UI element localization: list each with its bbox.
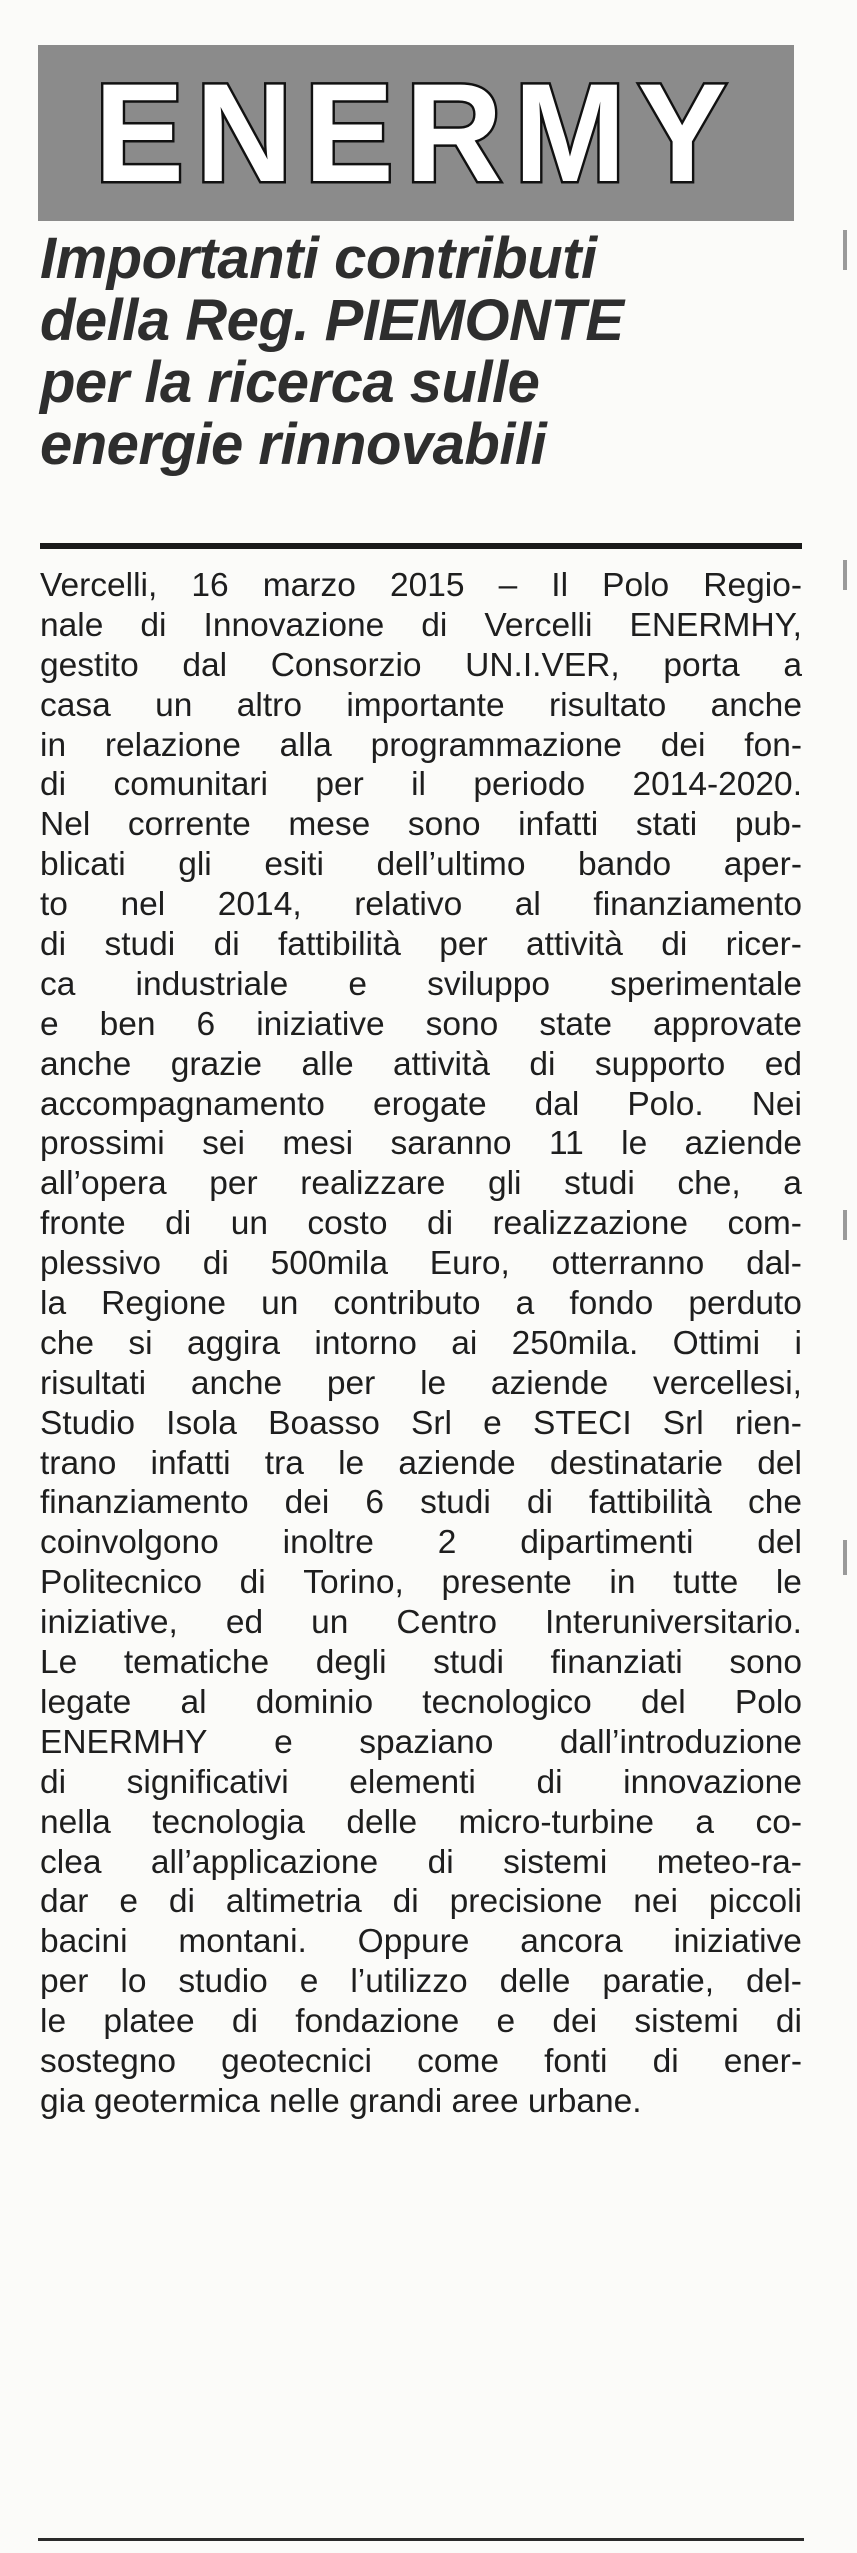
body-word: e bbox=[299, 1963, 319, 2001]
body-word: ancora bbox=[520, 1923, 623, 1961]
body-word: Polo bbox=[734, 1683, 802, 1721]
body-word: dipartimenti bbox=[520, 1524, 694, 1562]
body-word: Centro bbox=[396, 1604, 497, 1642]
body-line bbox=[40, 1922, 802, 1962]
body-line bbox=[40, 1683, 802, 1723]
body-word: coinvolgono bbox=[40, 1524, 219, 1562]
body-word: anche bbox=[710, 686, 802, 724]
body-word: Innovazione bbox=[203, 606, 385, 644]
body-word: 2014, bbox=[217, 886, 302, 924]
body-line bbox=[40, 965, 802, 1005]
body-word: tematiche bbox=[123, 1644, 270, 1682]
body-word: fronte bbox=[40, 1205, 126, 1243]
body-word: Interuniversitario. bbox=[545, 1604, 802, 1642]
body-word: anche bbox=[40, 1045, 132, 1083]
body-word: erogate bbox=[372, 1085, 487, 1123]
body-word: Ottimi bbox=[672, 1324, 761, 1362]
body-word: sostegno bbox=[40, 2042, 176, 2080]
body-word: rien- bbox=[734, 1404, 802, 1442]
body-word: fon- bbox=[744, 726, 802, 764]
body-word: Politecnico bbox=[40, 1564, 203, 1602]
body-word: Regio- bbox=[703, 567, 802, 604]
body-word: sviluppo bbox=[427, 965, 551, 1003]
body-word: del bbox=[640, 1683, 686, 1721]
body-word: Boasso bbox=[268, 1404, 380, 1442]
body-word: anche bbox=[190, 1364, 283, 1402]
body-word: co- bbox=[755, 1803, 802, 1841]
body-word: Studio bbox=[40, 1404, 135, 1442]
body-word: di bbox=[168, 1883, 195, 1921]
body-word: per bbox=[439, 926, 488, 964]
body-word: com- bbox=[727, 1205, 802, 1243]
body-line bbox=[40, 1843, 802, 1883]
body-word: dal- bbox=[746, 1245, 802, 1283]
body-word: ben bbox=[99, 1005, 156, 1043]
body-word: fattibilità bbox=[278, 926, 401, 964]
body-word: Torino, bbox=[303, 1564, 404, 1602]
body-word: l’utilizzo bbox=[350, 1963, 468, 2001]
body-word: aziende bbox=[490, 1364, 609, 1402]
body-word: plessivo bbox=[40, 1245, 162, 1283]
body-word: 2014-2020. bbox=[632, 766, 802, 804]
body-word: di bbox=[661, 926, 688, 964]
body-word: mesi bbox=[282, 1125, 354, 1163]
body-word: casa bbox=[40, 686, 111, 724]
body-word: di bbox=[526, 1484, 553, 1522]
headline-line: per la ricerca sulle bbox=[40, 350, 540, 415]
body-line bbox=[40, 1882, 802, 1922]
body-word: Vercelli, bbox=[40, 567, 158, 604]
body-word: supporto bbox=[594, 1045, 726, 1083]
body-word: di bbox=[40, 766, 67, 804]
body-word: Srl bbox=[411, 1404, 452, 1442]
body-word: un bbox=[230, 1205, 268, 1243]
body-word: e bbox=[348, 965, 367, 1003]
body-line bbox=[40, 566, 802, 606]
body-word: dei bbox=[660, 726, 706, 764]
body-word: fonti bbox=[544, 2042, 608, 2080]
body-word: marzo bbox=[262, 567, 356, 604]
body-word: sono bbox=[425, 1005, 499, 1043]
body-word: Vercelli bbox=[484, 606, 593, 644]
body-word: dar bbox=[40, 1883, 89, 1921]
body-word: contributo bbox=[333, 1285, 481, 1323]
body-word: un bbox=[261, 1285, 299, 1323]
body-line bbox=[40, 1603, 802, 1643]
body-word: presente bbox=[441, 1564, 572, 1602]
body-word: to bbox=[40, 886, 68, 924]
article-headline bbox=[40, 228, 810, 476]
body-word: fattibilità bbox=[589, 1484, 712, 1522]
body-word: STECI bbox=[532, 1404, 632, 1442]
body-word: relativo bbox=[354, 886, 463, 924]
body-word: vercellesi, bbox=[653, 1364, 802, 1402]
body-word: blicati bbox=[40, 846, 126, 884]
body-word: – bbox=[498, 567, 518, 604]
body-word: 250mila. bbox=[511, 1324, 639, 1362]
body-word: di bbox=[426, 1205, 454, 1243]
body-line bbox=[40, 1723, 802, 1763]
body-word: per bbox=[40, 1963, 89, 2001]
body-word: Consorzio bbox=[270, 646, 422, 684]
masthead-banner bbox=[38, 45, 794, 221]
body-word: e bbox=[496, 2003, 516, 2041]
body-word: studi bbox=[104, 926, 176, 964]
body-word: di bbox=[40, 926, 67, 964]
body-word: di bbox=[529, 1045, 556, 1083]
body-word: studi bbox=[564, 1165, 635, 1203]
body-word: Polo. bbox=[627, 1085, 704, 1123]
body-word: iniziative bbox=[256, 1005, 385, 1043]
body-line bbox=[40, 765, 802, 805]
body-word: iniziative bbox=[673, 1923, 802, 1961]
page-edge-mark bbox=[843, 560, 847, 590]
body-word: Il bbox=[551, 567, 569, 604]
body-word: finanziamento bbox=[40, 1484, 249, 1522]
body-word: Nel bbox=[40, 806, 91, 844]
body-word: studio bbox=[178, 1963, 268, 2001]
body-word: gli bbox=[487, 1165, 522, 1203]
body-word: ener- bbox=[723, 2042, 802, 2080]
body-word: prossimi bbox=[40, 1125, 165, 1163]
body-word: state bbox=[539, 1005, 612, 1043]
body-line bbox=[40, 885, 802, 925]
body-word: delle bbox=[499, 1963, 571, 2001]
body-line bbox=[40, 1005, 802, 1045]
body-word: degli bbox=[315, 1644, 387, 1682]
body-word: dei bbox=[552, 2003, 598, 2041]
body-word: piccoli bbox=[708, 1883, 802, 1921]
body-word: per bbox=[315, 766, 364, 804]
body-word: 6 bbox=[196, 1005, 216, 1043]
body-word: all’opera bbox=[40, 1165, 167, 1203]
body-word: di bbox=[213, 926, 240, 964]
body-line bbox=[40, 1962, 802, 2002]
body-word: finanziamento bbox=[593, 886, 802, 924]
body-word: esiti bbox=[264, 846, 324, 884]
body-word: aziende bbox=[684, 1125, 802, 1163]
body-word: corrente bbox=[127, 806, 251, 844]
body-word: nel bbox=[120, 886, 166, 924]
body-word: innovazione bbox=[623, 1763, 802, 1801]
body-word: in bbox=[609, 1564, 636, 1602]
body-word: gli bbox=[178, 846, 212, 884]
body-word: per bbox=[209, 1165, 258, 1203]
body-word: relazione bbox=[104, 726, 241, 764]
body-line bbox=[40, 1523, 802, 1563]
body-word: che bbox=[747, 1484, 802, 1522]
body-word: di bbox=[239, 1564, 266, 1602]
body-line: gia geotermica nelle grandi aree urbane. bbox=[40, 2082, 642, 2120]
body-word: paratie, bbox=[602, 1963, 715, 2001]
body-word: in bbox=[40, 726, 67, 764]
body-word: fondo bbox=[569, 1285, 654, 1323]
body-line bbox=[40, 1483, 802, 1523]
body-word: costo bbox=[307, 1205, 388, 1243]
body-word: del- bbox=[746, 1963, 802, 2001]
body-word: importante bbox=[346, 686, 505, 724]
body-word: grazie bbox=[170, 1045, 262, 1083]
body-word: trano bbox=[40, 1444, 117, 1482]
body-word: mese bbox=[288, 806, 371, 844]
body-word: a bbox=[695, 1803, 715, 1841]
body-word: altimetria bbox=[225, 1883, 362, 1921]
body-word: dominio bbox=[255, 1683, 374, 1721]
body-word: tecnologia bbox=[152, 1803, 305, 1841]
body-word: aziende bbox=[398, 1444, 516, 1482]
body-word: le bbox=[40, 2003, 67, 2041]
body-line bbox=[40, 726, 802, 766]
body-word: 16 bbox=[191, 567, 229, 604]
article-body bbox=[40, 566, 802, 2122]
body-word: la bbox=[40, 1285, 67, 1323]
body-word: inoltre bbox=[282, 1524, 374, 1562]
body-word: sei bbox=[202, 1125, 245, 1163]
body-line bbox=[40, 1643, 802, 1683]
body-word: le bbox=[420, 1364, 447, 1402]
body-word: bando bbox=[578, 846, 672, 884]
body-word: che bbox=[40, 1324, 95, 1362]
body-word: nale bbox=[40, 606, 104, 644]
body-word: gestito bbox=[40, 646, 139, 684]
body-line bbox=[40, 1045, 802, 1085]
body-word: studi bbox=[433, 1644, 504, 1682]
body-word: nei bbox=[633, 1883, 678, 1921]
body-word: un bbox=[311, 1604, 349, 1642]
body-word: le bbox=[775, 1564, 802, 1602]
body-word: ca bbox=[40, 965, 76, 1003]
body-word: di bbox=[40, 1763, 67, 1801]
body-word: legate bbox=[40, 1683, 132, 1721]
body-word: tutte bbox=[673, 1564, 739, 1602]
body-word: i bbox=[794, 1324, 802, 1362]
body-line bbox=[40, 1324, 802, 1364]
body-word: Regione bbox=[101, 1285, 226, 1323]
body-word: otterranno bbox=[551, 1245, 705, 1283]
body-word: stati bbox=[635, 806, 698, 844]
body-word: sono bbox=[729, 1644, 802, 1682]
body-word: ai bbox=[451, 1324, 478, 1362]
body-word: 6 bbox=[365, 1484, 385, 1522]
headline-line: della Reg. PIEMONTE bbox=[40, 288, 624, 353]
body-word: infatti bbox=[518, 806, 599, 844]
body-word: accompagnamento bbox=[40, 1085, 325, 1123]
body-word: studi bbox=[420, 1484, 491, 1522]
body-word: lo bbox=[120, 1963, 147, 2001]
body-word: approvate bbox=[652, 1005, 802, 1043]
body-word: 2015 bbox=[389, 567, 465, 604]
body-word: Nei bbox=[751, 1085, 802, 1123]
body-word: periodo bbox=[473, 766, 586, 804]
body-line bbox=[40, 1364, 802, 1404]
body-word: micro-turbine bbox=[458, 1803, 654, 1841]
body-word: Oppure bbox=[357, 1923, 470, 1961]
body-word: attività bbox=[526, 926, 623, 964]
headline-divider bbox=[40, 543, 802, 549]
body-word: delle bbox=[346, 1803, 418, 1841]
body-word: ENERMHY bbox=[40, 1723, 208, 1761]
body-word: meteo-ra- bbox=[656, 1843, 802, 1881]
body-word: di bbox=[392, 1883, 419, 1921]
body-word: le bbox=[621, 1125, 648, 1163]
headline-line: Importanti contributi bbox=[40, 226, 597, 291]
body-word: e bbox=[274, 1723, 293, 1761]
body-word: dal bbox=[534, 1085, 580, 1123]
body-word: dell’ultimo bbox=[376, 846, 526, 884]
body-word: elementi bbox=[349, 1763, 476, 1801]
body-word: iniziative, bbox=[40, 1604, 178, 1642]
body-word: Le bbox=[40, 1644, 78, 1682]
body-word: Polo bbox=[602, 567, 670, 604]
body-word: Srl bbox=[662, 1404, 704, 1442]
body-word: altro bbox=[236, 686, 302, 724]
body-word: sistemi bbox=[503, 1843, 608, 1881]
body-word: porta bbox=[663, 646, 740, 684]
body-word: aggira bbox=[186, 1324, 281, 1362]
body-word: Euro, bbox=[429, 1245, 510, 1283]
body-word: saranno bbox=[390, 1125, 512, 1163]
body-word: e bbox=[483, 1404, 502, 1442]
body-word: geotecnici bbox=[221, 2042, 372, 2080]
body-word: realizzazione bbox=[492, 1205, 689, 1243]
body-word: di bbox=[427, 1843, 454, 1881]
body-word: di bbox=[231, 2003, 258, 2041]
body-line bbox=[40, 805, 802, 845]
body-word: di bbox=[202, 1245, 229, 1283]
body-word: tecnologico bbox=[422, 1683, 592, 1721]
body-word: attività bbox=[393, 1045, 490, 1083]
body-word: di bbox=[140, 606, 167, 644]
body-word: di bbox=[421, 606, 448, 644]
page-edge-mark bbox=[843, 1540, 847, 1575]
body-line bbox=[40, 1244, 802, 1284]
masthead-title: ENERMY bbox=[93, 54, 739, 211]
body-word: nella bbox=[40, 1803, 111, 1841]
body-word: infatti bbox=[150, 1444, 231, 1482]
body-word: realizzare bbox=[300, 1165, 446, 1203]
body-word: precisione bbox=[449, 1883, 603, 1921]
body-word: clea bbox=[40, 1843, 102, 1881]
body-word: intorno bbox=[314, 1324, 417, 1362]
body-word: perduto bbox=[688, 1285, 802, 1323]
body-word: a bbox=[783, 646, 802, 684]
body-line bbox=[40, 1763, 802, 1803]
body-line bbox=[40, 606, 802, 646]
body-word: e bbox=[40, 1005, 59, 1043]
body-word: destinatarie bbox=[549, 1444, 724, 1482]
body-word: montani. bbox=[178, 1923, 307, 1961]
body-word: significativi bbox=[126, 1763, 289, 1801]
body-word: programmazione bbox=[370, 726, 622, 764]
body-word: UN.I.VER, bbox=[465, 646, 620, 684]
body-line bbox=[40, 2042, 802, 2082]
body-word: ricer- bbox=[725, 926, 802, 964]
body-word: industriale bbox=[135, 965, 289, 1003]
body-line bbox=[40, 686, 802, 726]
body-word: e bbox=[119, 1883, 138, 1921]
body-word: dal bbox=[182, 646, 228, 684]
body-word: all’applicazione bbox=[150, 1843, 379, 1881]
body-line bbox=[40, 1164, 802, 1204]
body-word: sperimentale bbox=[610, 965, 802, 1003]
body-line bbox=[40, 1124, 802, 1164]
body-word: che, bbox=[677, 1165, 741, 1203]
body-line bbox=[40, 2002, 802, 2042]
body-line bbox=[40, 1404, 802, 1444]
body-word: 2 bbox=[437, 1524, 457, 1562]
body-word: risultato bbox=[548, 686, 667, 724]
body-word: di bbox=[652, 2042, 679, 2080]
body-word: ed bbox=[225, 1604, 264, 1642]
body-word: alla bbox=[279, 726, 332, 764]
body-line bbox=[40, 1085, 802, 1125]
body-word: a bbox=[783, 1165, 802, 1203]
page-edge-mark bbox=[843, 1210, 847, 1240]
body-word: al bbox=[514, 886, 541, 924]
body-line bbox=[40, 646, 802, 686]
body-word: le bbox=[338, 1444, 365, 1482]
article-bottom-rule bbox=[38, 2538, 804, 2541]
body-word: di bbox=[775, 2003, 802, 2041]
body-line bbox=[40, 1204, 802, 1244]
body-line bbox=[40, 1563, 802, 1603]
body-word: fondazione bbox=[295, 2003, 460, 2041]
body-word: risultati bbox=[40, 1364, 147, 1402]
body-word: un bbox=[155, 686, 193, 724]
body-word: come bbox=[417, 2042, 499, 2080]
body-line bbox=[40, 1444, 802, 1484]
body-word: al bbox=[180, 1683, 207, 1721]
body-word: sono bbox=[407, 806, 481, 844]
body-word: comunitari bbox=[113, 766, 268, 804]
body-word: del bbox=[757, 1524, 802, 1562]
body-line bbox=[40, 1803, 802, 1843]
body-word: 500mila bbox=[270, 1245, 388, 1283]
body-word: si bbox=[128, 1324, 153, 1362]
body-word: sistemi bbox=[634, 2003, 739, 2041]
body-word: dei bbox=[284, 1484, 330, 1522]
body-word: pub- bbox=[734, 806, 802, 844]
body-word: Isola bbox=[166, 1404, 237, 1442]
body-word: platee bbox=[103, 2003, 195, 2041]
body-line bbox=[40, 1284, 802, 1324]
body-word: 11 bbox=[548, 1125, 584, 1163]
body-word: ENERMHY, bbox=[629, 606, 802, 644]
body-word: a bbox=[515, 1285, 535, 1323]
headline-line: energie rinnovabili bbox=[40, 412, 547, 477]
body-word: bacini bbox=[40, 1923, 128, 1961]
body-word: aper- bbox=[723, 846, 802, 884]
body-word: spaziano bbox=[359, 1723, 494, 1761]
body-word: finanziati bbox=[550, 1644, 683, 1682]
body-word: il bbox=[411, 766, 426, 804]
body-word: dall’introduzione bbox=[559, 1723, 802, 1761]
body-word: alle bbox=[301, 1045, 354, 1083]
body-word: per bbox=[326, 1364, 376, 1402]
body-word: di bbox=[536, 1763, 563, 1801]
body-word: del bbox=[757, 1444, 802, 1482]
body-line bbox=[40, 925, 802, 965]
body-line bbox=[40, 845, 802, 885]
page-edge-mark bbox=[843, 230, 847, 270]
body-word: di bbox=[165, 1205, 192, 1243]
body-word: tra bbox=[264, 1444, 304, 1482]
body-word: ed bbox=[764, 1045, 802, 1083]
